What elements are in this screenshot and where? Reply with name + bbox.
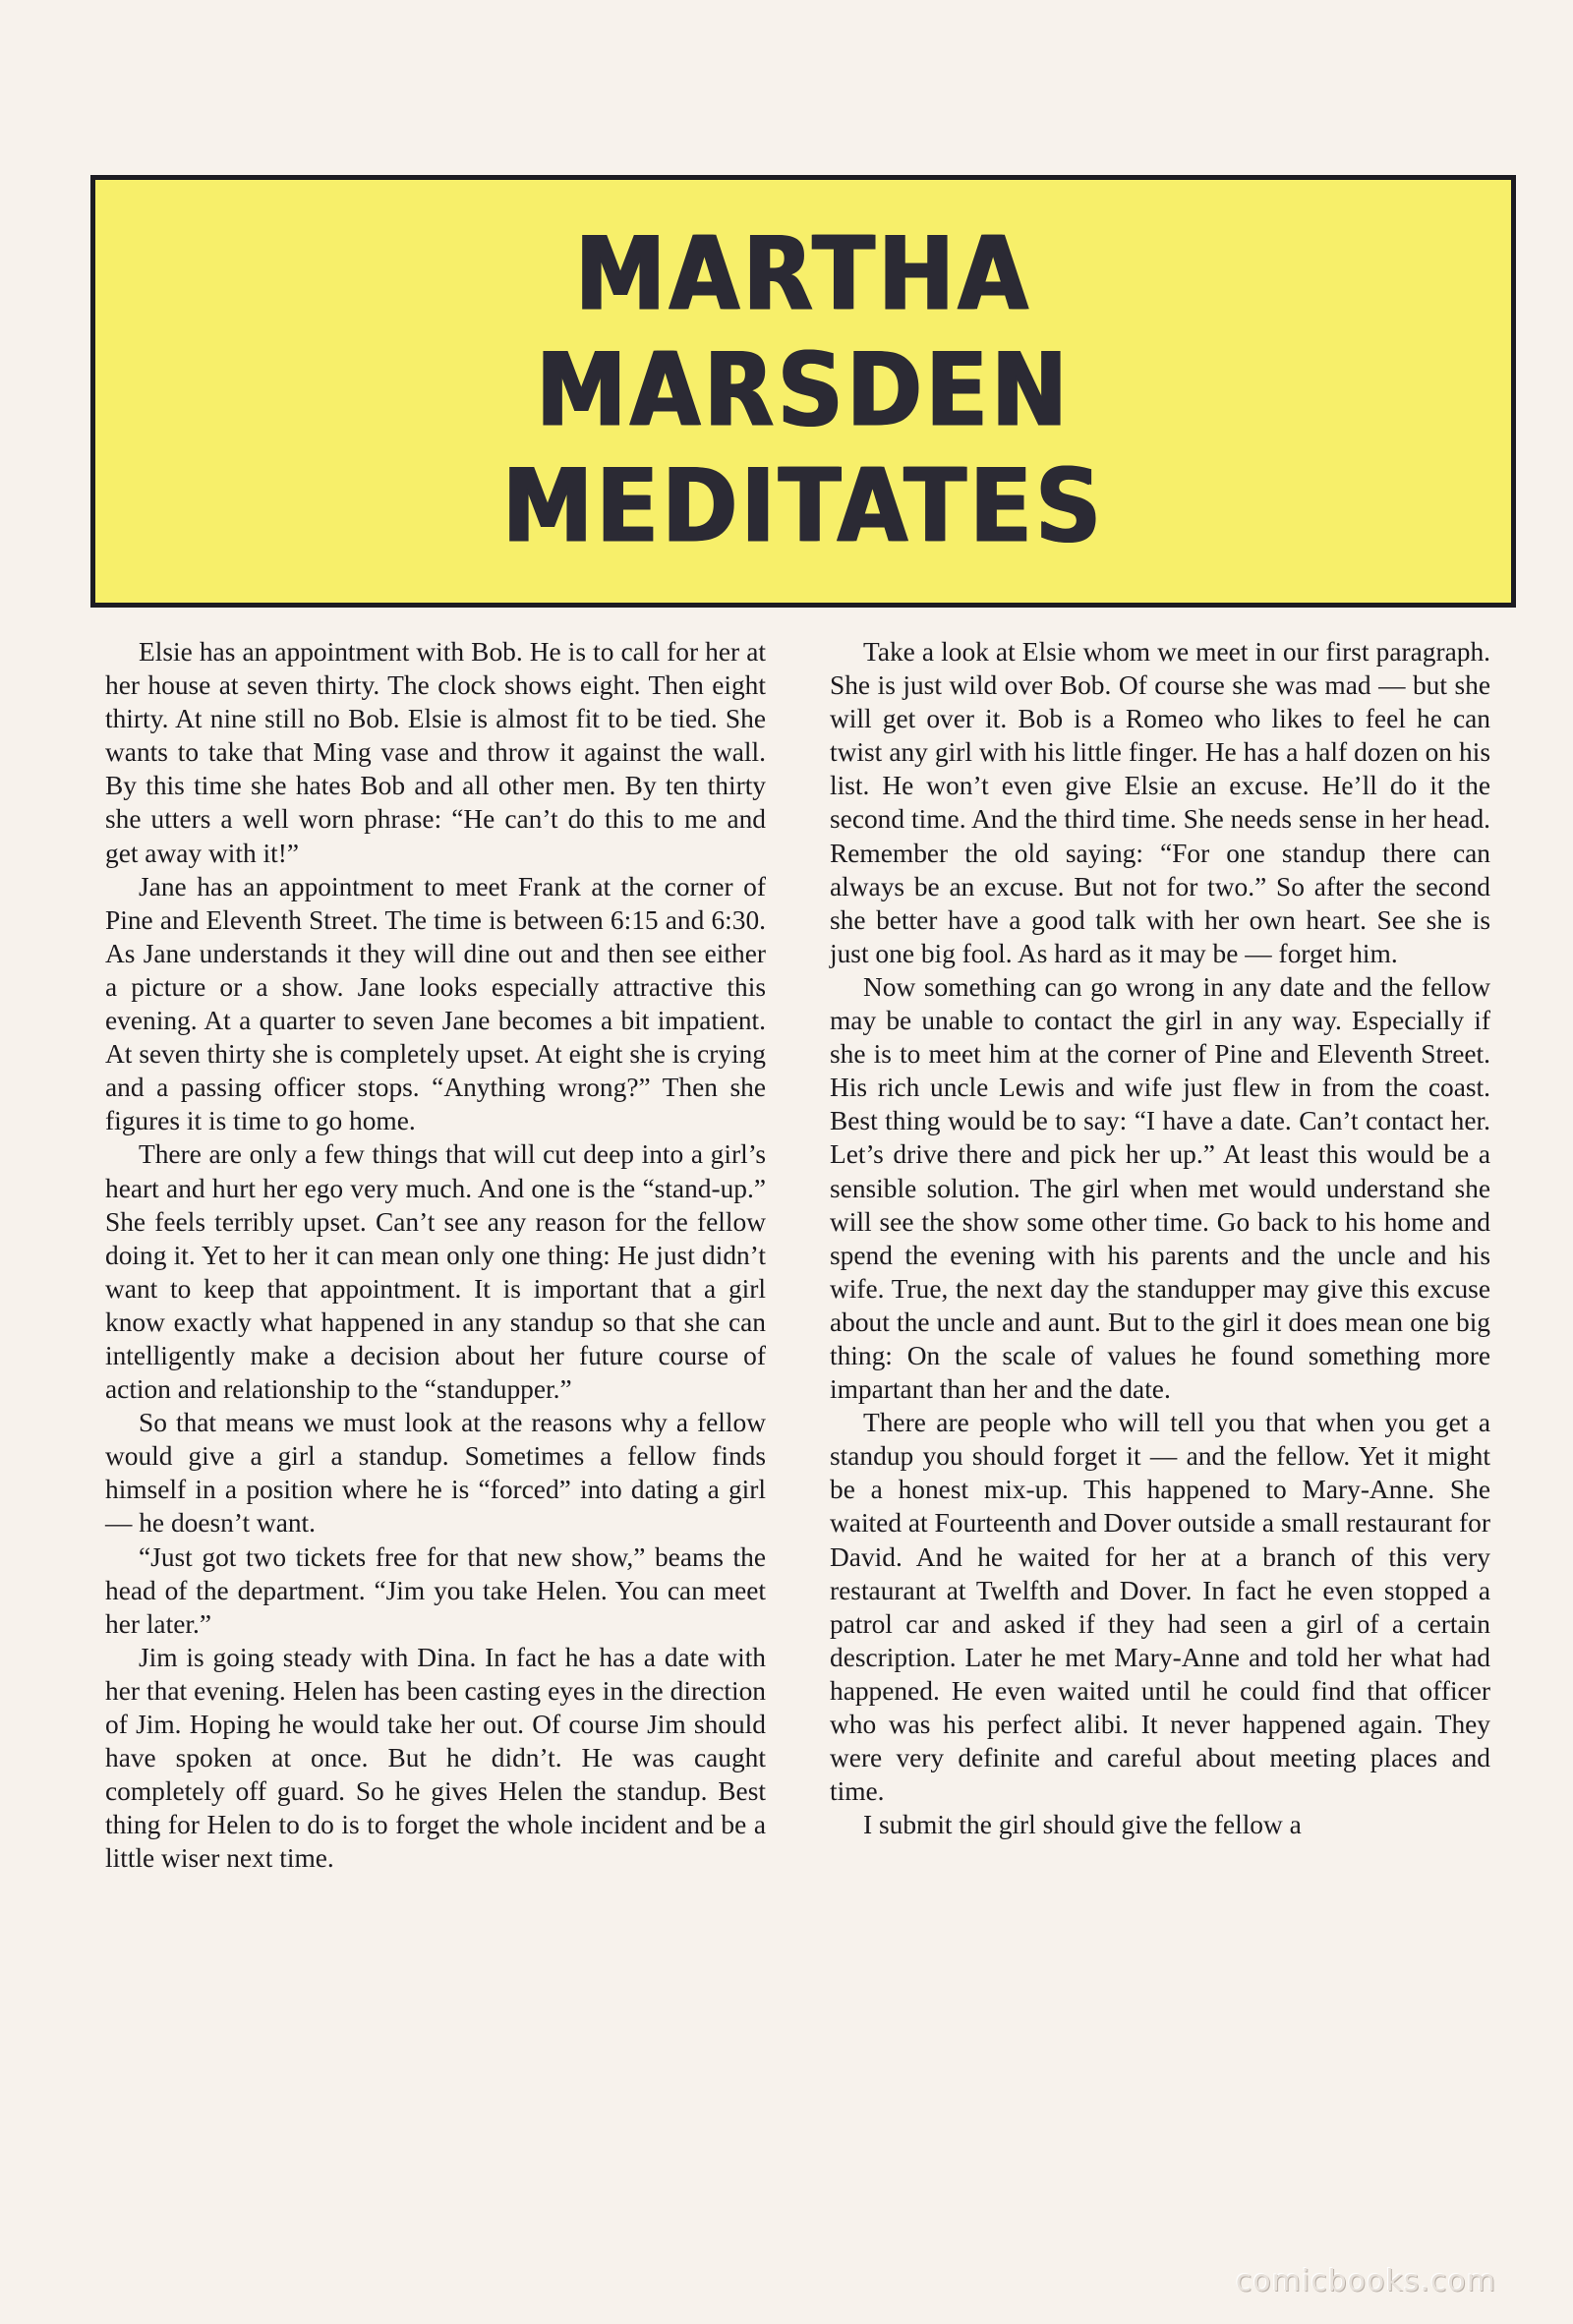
article-column-left xyxy=(105,635,766,1875)
paragraph: Now something can go wrong in any date and the fellow may be unable to contact the girl in any way. Especially if she is to meet him at the corner of Pine and Eleventh Street. His rich uncle Lewis and wife just flew in from the coast. Best thing would be to say: “I have a date. Can’t contact her. Let’s drive there and pick her up.” At least this would be a sensible solution. The girl when met would understand she will see the show some other time. Go back to his home and spend the evening with his parents and the uncle and his wife. True, the next day the standupper may give this excuse about the uncle and aunt. But to the girl it does mean one big thing: On the scale of values he found something more impartant than her and the date. xyxy=(830,971,1490,1405)
paragraph: Elsie has an appointment with Bob. He is to call for her at her house at seven thirty. The clock shows eight. Then eight thirty. At nine still no Bob. Elsie is almost fit to be tied. She wants to take that Ming vase and throw it against the wall. By this time she hates Bob and all other men. By ten thirty she utters a well worn phrase: “He can’t do this to me and get away with it!” xyxy=(105,637,766,868)
paragraph: So that means we must look at the reasons why a fellow would give a girl a standup. Sometimes a fellow finds himself in a position where he is “forced” into dating a girl — he doesn’t want. xyxy=(105,1408,766,1539)
title-line-2: MARSDEN xyxy=(535,331,1072,450)
paragraph: Jane has an appointment to meet Frank at the corner of Pine and Eleventh Street. The time is between 6:15 and 6:30. As Jane understands it they will dine out and then see either a picture or a show. Jane looks especially attractive this evening. At a quarter to seven Jane becomes a bit impatient. At seven thirty she is completely upset. At eight she is crying and a passing officer stops. “Anything wrong?” Then she figures it is time to go home. xyxy=(105,871,766,1136)
title-line-1: MARTHA xyxy=(574,215,1032,334)
paragraph: There are people who will tell you that when you get a standup you should forget it — and the fellow. Yet it might be a honest mix-up. This happened to Mary-Anne. She waited at Fourteenth and Dover outside a small restaurant for David. And he waited for her at a branch of this very restaurant at Twelfth and Dover. In fact he even stopped a patrol car and asked if they had seen a girl of a certain description. Later he met Mary-Anne and told her what had happened. He even waited until he could find that officer who was his perfect alibi. It never happened again. They were very definite and careful about meeting places and time. xyxy=(830,1408,1490,1807)
paragraph: Take a look at Elsie whom we meet in our first paragraph. She is just wild over Bob. Of course she was mad — but she will get over it. Bob is a Romeo who likes to feel he can twist any girl with his little finger. He has a half dozen on his list. He won’t even give Elsie an excuse. He’ll do it the second time. And the third time. She needs sense in her head. Remember the old saying: “For one standup there can always be an excuse. But not for two.” So after the second she better have a good talk with her own heart. See she is just one big fool. As hard as it may be — forget him. xyxy=(830,637,1490,968)
paragraph: Jim is going steady with Dina. In fact he has a date with her that evening. Helen has been casting eyes in the direction of Jim. Hoping he would take her out. Of course Jim should have spoken at once. But he didn’t. He was caught completely off guard. So he gives Helen the standup. Best thing for Helen to do is to forget the whole incident and be a little wiser next time. xyxy=(105,1642,766,1874)
article-column-right xyxy=(830,635,1490,1841)
title-line-3: MEDITATES xyxy=(501,447,1105,566)
paragraph: “Just got two tickets free for that new show,” beams the head of the department. “Jim you take Helen. You can meet her later.” xyxy=(105,1541,766,1639)
paragraph: I submit the girl should give the fellow a xyxy=(863,1810,1302,1840)
title-banner xyxy=(90,175,1516,608)
paragraph: There are only a few things that will cut deep into a girl’s heart and hurt her ego very much. And one is the “stand-up.” She feels terribly upset. Can’t see any reason for the fellow doing it. Yet to her it can mean only one thing: He just didn’t want to keep that appointment. It is important that a girl know exactly what happened in any standup so that she can intelligently make a decision about her future course of action and relationship to the “standupper.” xyxy=(105,1139,766,1405)
watermark: comicbooks.com xyxy=(1235,2264,1496,2298)
